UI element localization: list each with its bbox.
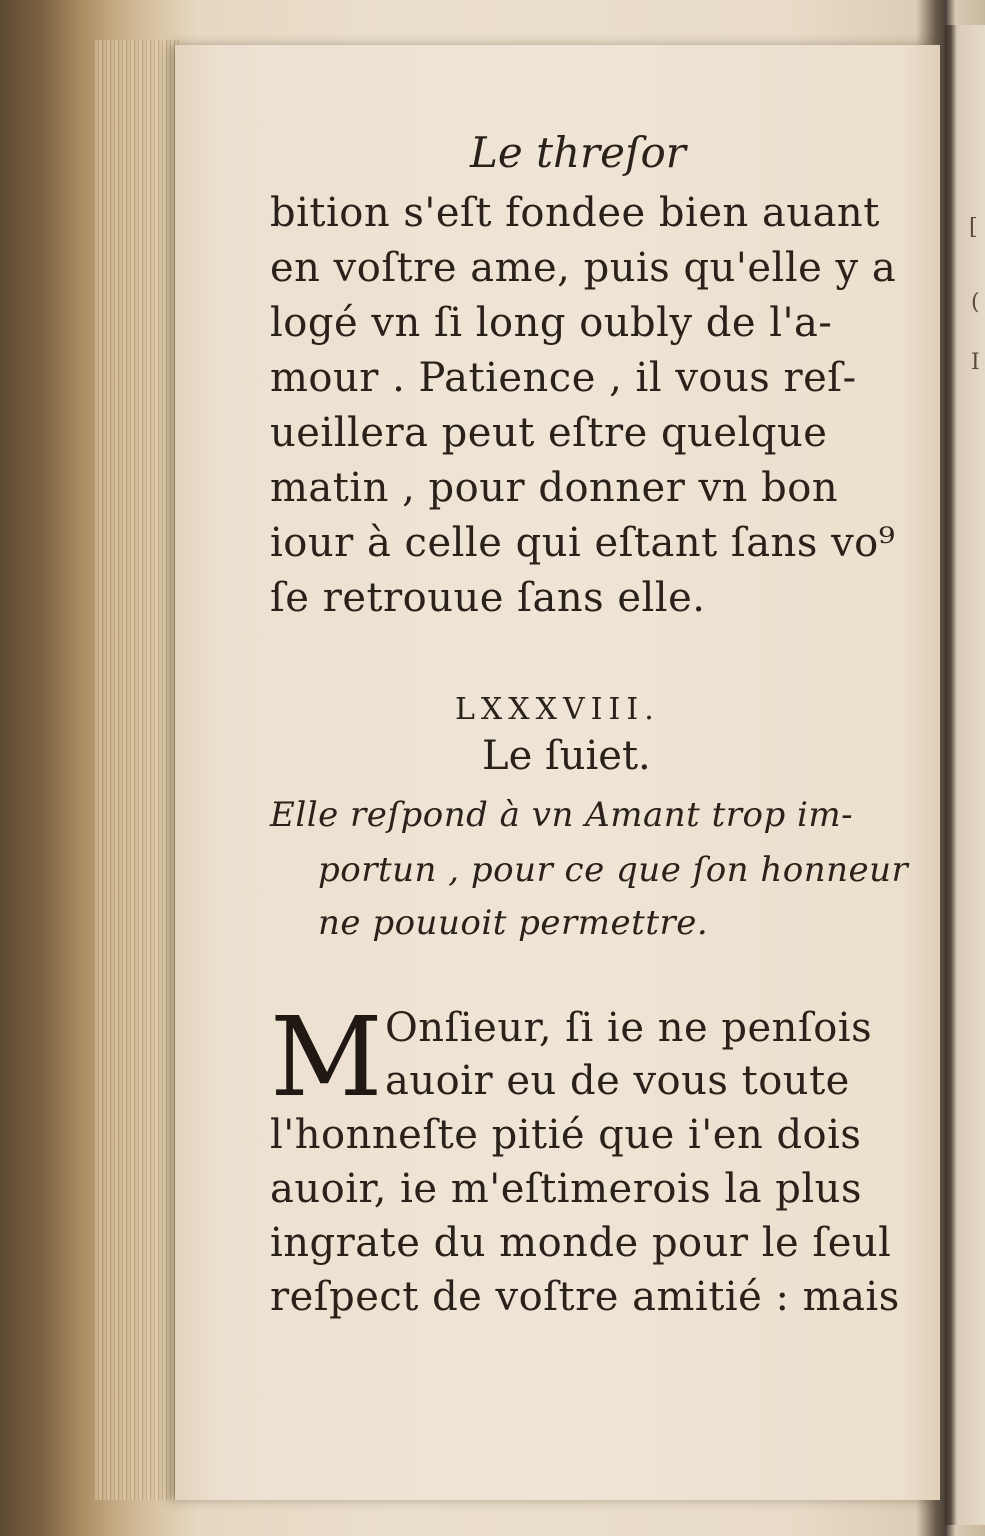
paragraph-1-line: en voſtre ame, puis qu'elle y a: [270, 245, 897, 291]
paragraph-2-line: Onſieur, ſi ie ne penſois: [385, 1005, 873, 1051]
page-edges: [95, 40, 180, 1500]
chapter-title: Le ſuiet.: [482, 733, 651, 779]
facing-page-edge: [945, 25, 985, 1525]
argument-line: Elle reſpond à vn Amant trop im-: [270, 795, 854, 835]
paragraph-2-line: auoir eu de vous toute: [385, 1058, 850, 1104]
paragraph-1-line: mour . Patience , il vous reſ-: [270, 355, 857, 401]
paragraph-1-line: ueillera peut eſtre quelque: [270, 410, 828, 456]
argument-line: portun , pour ce que ſon honneur: [318, 850, 909, 890]
facing-page-fragment: I: [971, 350, 980, 375]
paragraph-2-line: auoir, ie m'eſtimerois la plus: [270, 1166, 862, 1212]
running-head: Le threſor: [470, 128, 686, 177]
paragraph-2-line: l'honneſte pitié que i'en dois: [270, 1112, 862, 1158]
facing-page-fragment: [: [969, 215, 978, 240]
chapter-number: LXXXVIII.: [455, 692, 660, 727]
argument-line: ne pouuoit permettre.: [318, 903, 709, 943]
paragraph-1-line: iour à celle qui eſtant ſans vo⁹: [270, 520, 896, 566]
facing-page-fragment: (: [971, 290, 980, 315]
drop-cap-initial: M: [270, 993, 383, 1121]
paragraph-2-line: reſpect de voſtre amitié : mais: [270, 1274, 900, 1320]
paragraph-1-line: bition s'eſt fondee bien auant: [270, 190, 880, 236]
paragraph-1-line: logé vn ſi long oubly de l'a-: [270, 300, 833, 346]
paragraph-2-line: ingrate du monde pour le ſeul: [270, 1220, 892, 1266]
paragraph-1-line: ſe retrouue ſans elle.: [270, 575, 706, 621]
paragraph-1-line: matin , pour donner vn bon: [270, 465, 839, 511]
